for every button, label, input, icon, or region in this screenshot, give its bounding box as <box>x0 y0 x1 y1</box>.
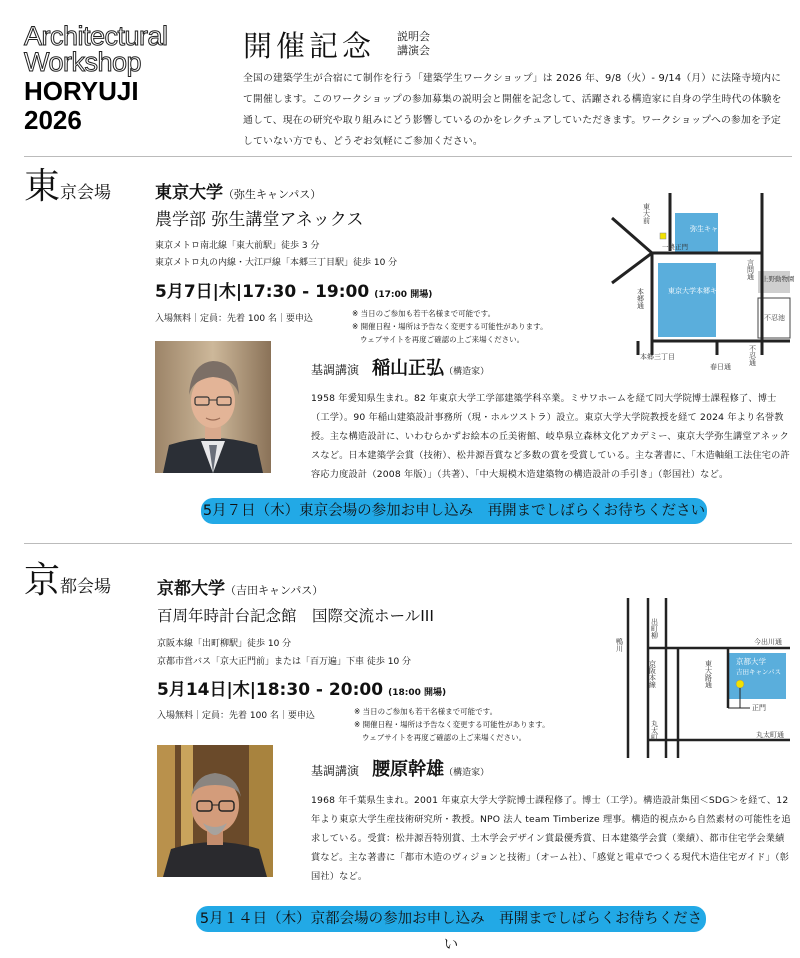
kyoto-map-label-higashioji: 東大路通 <box>704 660 712 688</box>
tokyo-map-label-shinobazu-st: 不忍通 <box>748 345 756 366</box>
kyoto-apply-button[interactable]: 5月１４日（木）京都会場の参加お申し込み 再開までしばらくお待ちください <box>196 906 706 932</box>
kyoto-university-name: 京都大学 <box>157 579 225 599</box>
kyoto-lecture-label: 基調講演 <box>311 764 360 778</box>
tokyo-lecture <box>311 354 489 380</box>
tokyo-map-marker <box>660 233 666 239</box>
kyoto-map-label-imadegawa: 今出川通 <box>754 639 782 646</box>
page-subtitle-1: 説明会 <box>397 30 430 43</box>
tokyo-map-label-campus1: 弥生キャンパス <box>690 226 739 233</box>
tokyo-note-1: ※ 当日のご参加も若干名様まで可能です。 <box>352 309 496 318</box>
tokyo-map-label-ueno-st: 言問通 <box>746 259 754 280</box>
kyoto-lecture <box>311 755 489 781</box>
tokyo-date-time: 5月7日|木|17:30 - 19:00 <box>155 282 370 302</box>
kyoto-venue-kanji: 京 <box>24 560 61 601</box>
tokyo-note-2: ※ 開催日程・場所は予告なく変更する可能性があります。 <box>352 322 548 331</box>
kyoto-note-2: ※ 開催日程・場所は予告なく変更する可能性があります。 <box>354 720 550 729</box>
tokyo-map-hongo-block <box>658 263 716 337</box>
kyoto-venue-heading <box>24 561 111 601</box>
tokyo-map-label-ueno: 上野動物園 <box>762 276 795 283</box>
tokyo-admission: 入場無料｜定員：先着 100 名｜要申込 <box>155 314 313 324</box>
tokyo-apply-button[interactable]: 5月７日（木）東京会場の参加お申し込み 再開までしばらくお待ちください <box>201 498 707 524</box>
kyoto-speaker-role: （構造家） <box>444 768 490 778</box>
tokyo-university-name: 東京大学 <box>155 183 223 203</box>
kyoto-date <box>157 675 446 700</box>
kyoto-date-time: 5月14日|木|18:30 - 20:00 <box>157 680 384 700</box>
kyoto-campus: （吉田キャンパス） <box>225 584 324 597</box>
kyoto-map <box>612 598 790 758</box>
tokyo-map-label-ichikoumon: 一農正門 <box>662 244 688 251</box>
kyoto-speaker-name: 腰原幹雄 <box>372 759 445 780</box>
kyoto-open-time: (18:00 開場) <box>388 688 447 698</box>
tokyo-speaker-bio: 1958 年愛知県生まれ。82 年東京大学工学部建築学科卒業。ミサワホームを経て同大学院博士課程修了、博士（工学）。90 年稲山建築設計事務所（現・ホルツストラ）設立。東京大学大学院教授を経て 2024 年より名誉教授。主な構造設計に、いわむらかずお絵本の丘美術館、岐阜県立森林文化アカデミー、東京大学弥生講堂アネックスなど。日本建築学会賞（技術）、松井源吾賞など多数の賞を受賞している。主な著書に、「木造軸組工法住宅の許容応力度設計（2008 年版）」（共著）、「中大規模木造建築物の構造設計の手引き」（彰国社）など。 <box>311 393 790 480</box>
kyoto-access-2: 京都市営バス「京大正門前」または「百万遍」下車 徒歩 10 分 <box>157 657 412 667</box>
kyoto-map-marker <box>736 680 744 688</box>
kyoto-note-1: ※ 当日のご参加も若干名様まで可能です。 <box>354 707 498 716</box>
kyoto-note-3: ウェブサイトを再度ご確認の上ご来場ください。 <box>362 733 527 742</box>
tokyo-hall: 農学部 弥生講堂アネックス <box>155 210 364 230</box>
tokyo-speaker-photo <box>155 341 271 473</box>
tokyo-access-2: 東京メトロ丸の内線・大江戸線「本郷三丁目駅」徒歩 10 分 <box>155 258 398 268</box>
tokyo-map-label-hongo3: 本郷三丁目 <box>640 354 675 361</box>
kyoto-admission: 入場無料｜定員：先着 100 名｜要申込 <box>157 711 315 721</box>
tokyo-venue-heading <box>24 167 111 207</box>
kyoto-map-label-univ1: 京都大学 <box>736 657 766 666</box>
tokyo-note-3: ウェブサイトを再度ご確認の上ご来場ください。 <box>360 335 525 344</box>
tokyo-access-1: 東京メトロ南北線「東大前駅」徒歩 3 分 <box>155 241 320 251</box>
kyoto-hall: 百周年時計台記念館 国際交流ホールIII <box>157 607 434 625</box>
tokyo-venue-kanji: 東 <box>24 166 61 207</box>
tokyo-map-label-campus2: 東京大学本郷キャンパス <box>668 288 745 295</box>
tokyo-date <box>155 277 432 302</box>
logo-line-horyuji: HORYUJI <box>24 76 139 106</box>
tokyo-open-time: (17:00 開場) <box>374 290 433 300</box>
kyoto-map-label-marutamachi-st: 丸太町通 <box>756 732 784 739</box>
intro-text: 全国の建築学生が合宿にて制作を行う「建築学生ワークショップ」は 2026 年、9/8（火）- 9/14（月）に法隆寺境内にて開催します。このワークショップの参加募集の説明会と開催を記念して、活躍される構造家に自身の学生時代の体験を通して、現在の研究や取り組みにどう影響しているのかをレクチュアしていただきます。ワークショップへの参加を予定していない方でも、どうぞお気軽にご参加ください。 <box>243 73 782 147</box>
kyoto-map-label-kamogawa: 鴨川 <box>615 638 623 652</box>
tokyo-speaker-name: 稲山正弘 <box>372 358 445 379</box>
kyoto-university <box>157 574 323 599</box>
tokyo-university <box>155 178 321 203</box>
divider-middle <box>24 543 792 544</box>
kyoto-map-label-univ2: 吉田キャンパス <box>736 669 782 676</box>
tokyo-map <box>612 193 795 373</box>
page-title: 開催記念 <box>243 29 376 63</box>
logo-line-architectural: Architectural <box>24 21 168 51</box>
kyoto-map-label-demachi: 出町柳 <box>650 618 658 639</box>
kyoto-map-label-seimon: 正門 <box>752 705 766 712</box>
tokyo-map-label-kasuga: 春日通 <box>710 364 731 371</box>
tokyo-speaker-role: （構造家） <box>444 367 490 377</box>
tokyo-map-label-hongo: 本郷通 <box>636 288 644 309</box>
logo-line-workshop: Workshop <box>24 47 142 77</box>
kyoto-access-1: 京阪本線「出町柳駅」徒歩 10 分 <box>157 639 292 649</box>
tokyo-lecture-label: 基調講演 <box>311 363 360 377</box>
kyoto-venue-word: 都会場 <box>60 577 112 597</box>
tokyo-map-label-shinobazu: 不忍池 <box>764 315 785 322</box>
kyoto-speaker-photo <box>157 745 273 877</box>
kyoto-map-label-keihan: 京阪本線 <box>648 660 656 688</box>
logo-line-year: 2026 <box>24 105 82 135</box>
divider-top <box>24 156 792 157</box>
tokyo-map-label-todaimae: 東大前 <box>642 203 650 224</box>
page-subtitle-2: 講演会 <box>397 44 430 57</box>
kyoto-speaker-bio: 1968 年千葉県生まれ。2001 年東京大学大学院博士課程修了。博士（工学）。構造設計集団＜SDG＞を経て、12 年より東京大学生産技術研究所・教授。NPO 法人 team Timberize 理事。構造的視点から自然素材の可能性を追求している。受賞：松井源吾特別賞、土木学会デザイン賞最優秀賞、日本建築学会賞（業績）、都市住宅学会業績賞など。主な著書に「都市木造のヴィジョンと技術」（オーム社）、「感覚と電卓でつくる現代木造住宅ガイド」（彰国社）など。 <box>311 795 791 882</box>
tokyo-campus: （弥生キャンパス） <box>223 188 322 201</box>
kyoto-map-label-marutamachi: 丸太町 <box>650 720 658 741</box>
tokyo-venue-word: 京会場 <box>60 183 112 203</box>
